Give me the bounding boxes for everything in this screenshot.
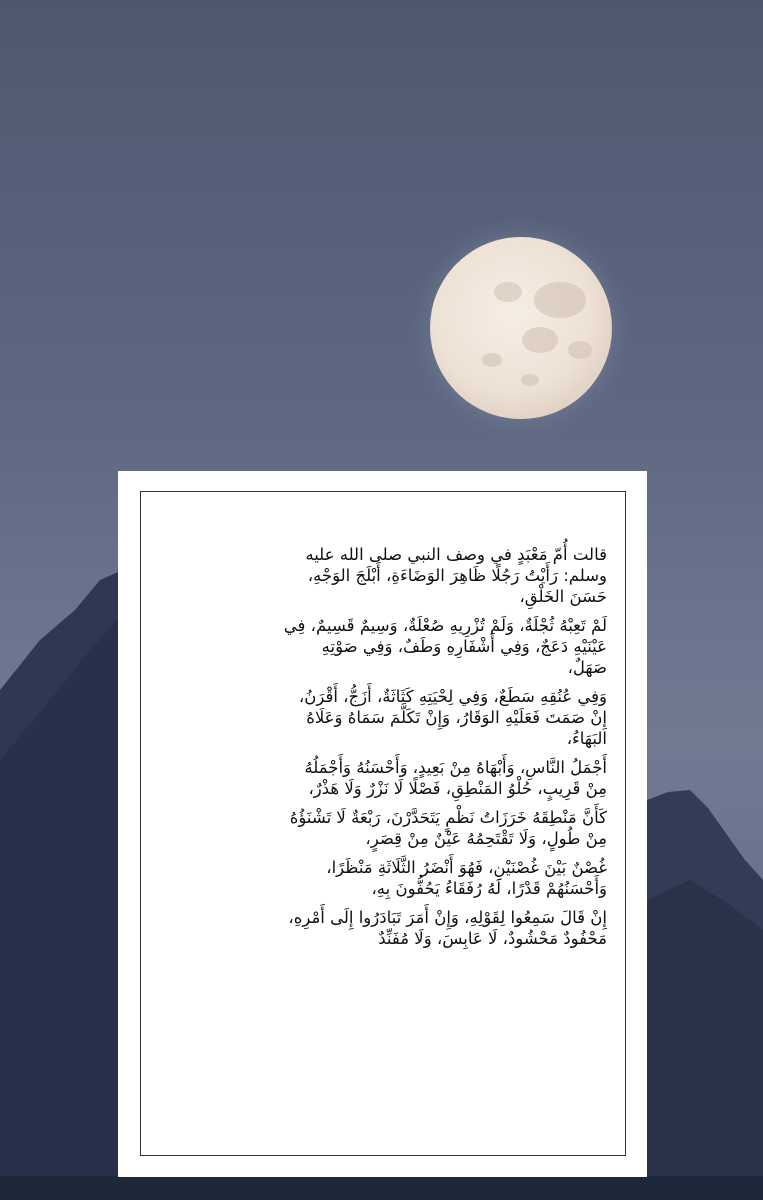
poem-line: مِنْ طُولٍ، وَلَا تَقْتَحِمُهُ عَيْنٌ مِنْ قِصَرٍ، bbox=[365, 829, 607, 848]
full-moon bbox=[430, 237, 612, 419]
poem-text bbox=[159, 544, 607, 957]
poem-line: إِنْ قَالَ سَمِعُوا لِقَوْلِهِ، وَإِنْ أَمَرَ تَبَادَرُوا إِلَى أَمْرِهِ، bbox=[288, 908, 607, 927]
stanza-2 bbox=[159, 615, 607, 678]
poem-line: مَحْفُودٌ مَحْشُودٌ، لَا عَابِسَ، وَلَا مُفَنِّدٌ bbox=[378, 929, 607, 948]
poem-line: لَمْ تَعِبْهُ ثُجْلَةٌ، وَلَمْ تُزْرِيهِ صُعْلَةٌ، وَسِيمٌ قَسِيمٌ، فِي bbox=[283, 616, 607, 635]
stanza-7 bbox=[159, 907, 607, 949]
stanza-1 bbox=[159, 544, 607, 607]
stanza-6 bbox=[159, 857, 607, 899]
poem-line: غُصْنٌ بَيْنَ غُصْنَيْنِ، فَهُوَ أَنْضَرُ الثَّلَاثَةِ مَنْظَرًا، bbox=[326, 858, 607, 877]
poem-line: أَجْمَلُ النَّاسِ، وَأَبْهَاهُ مِنْ بَعِيدٍ، وَأَحْسَنُهُ وَأَجْمَلُهُ bbox=[304, 758, 607, 777]
poem-line: كَأَنَّ مَنْطِقَهُ خَرَزَاتُ نَظْمٍ يَتَحَدَّرْنَ، رَبْعَةٌ لَا تَشْنَؤُهُ bbox=[289, 808, 607, 827]
stanza-5 bbox=[159, 807, 607, 849]
poem-line: البَهَاءُ، bbox=[566, 729, 607, 748]
stanza-3 bbox=[159, 686, 607, 749]
stanza-4 bbox=[159, 757, 607, 799]
poem-line: عَيْنَيْهِ دَعَجٌ، وَفِي أَشْفَارِهِ وَطَفٌ، وَفِي صَوْتِهِ bbox=[321, 637, 607, 656]
ground-strip bbox=[0, 1176, 763, 1200]
poem-line: وَفِي عُنُقِهِ سَطَعٌ، وَفِي لِحْيَتِهِ كَثَاثَةٌ، أَزَجُّ، أَقْرَنُ، bbox=[298, 687, 607, 706]
poem-line: قالت أُمّ مَعْبَدٍ في وصف النبي صلى الله عليه bbox=[305, 545, 607, 564]
poem-line: إِنْ صَمَتَ فَعَلَيْهِ الوَقَارُ، وَإِنْ تَكَلَّمَ سَمَاهُ وَعَلَاهُ bbox=[306, 708, 607, 727]
poem-line: مِنْ قَرِيبٍ، حُلْوُ المَنْطِقِ، فَصْلًا لَا نَزْرٌ وَلَا هَذْرٌ، bbox=[308, 779, 607, 798]
poem-line: وسلم: رَأَيْتُ رَجُلًا ظَاهِرَ الوَضَاءَةِ، أَبْلَجَ الوَجْهِ، bbox=[307, 566, 607, 585]
poem-line: وَأَحْسَنُهُمْ قَدْرًا، لَهُ رُفَقَاءُ يَحُفُّونَ بِهِ، bbox=[371, 879, 607, 898]
card-frame bbox=[140, 491, 626, 1156]
mountain-right-shade bbox=[647, 880, 763, 1200]
text-card bbox=[118, 471, 647, 1177]
poem-line: صَهَلٌ، bbox=[567, 658, 607, 677]
poem-line: حَسَنَ الخَلْقِ، bbox=[519, 587, 607, 606]
